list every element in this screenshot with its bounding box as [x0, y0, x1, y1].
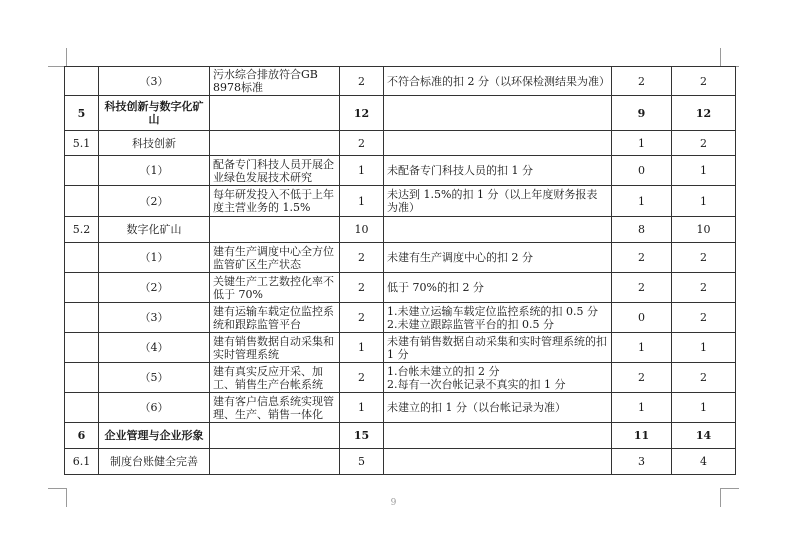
cell-rule: 1.未建立运输车载定位监控系统的扣 0.5 分 2.未建立跟踪监管平台的扣 0.5 分	[384, 303, 612, 333]
cell-score: 2	[612, 243, 672, 273]
table-row	[65, 273, 736, 303]
cell-number	[65, 363, 99, 393]
cell-item: 数字化矿山	[99, 217, 210, 243]
cell-points: 1	[340, 393, 384, 423]
cell-max: 1	[672, 333, 736, 363]
cell-points: 1	[340, 156, 384, 186]
cell-number: 5.2	[65, 217, 99, 243]
cell-points: 2	[340, 243, 384, 273]
table-row	[65, 423, 736, 449]
cell-description	[210, 217, 340, 243]
cell-item: （3）	[99, 303, 210, 333]
cell-points: 2	[340, 67, 384, 96]
cell-item: （6）	[99, 393, 210, 423]
cell-rule	[384, 217, 612, 243]
cell-description: 建有销售数据自动采集和实时管理系统	[210, 333, 340, 363]
cell-score: 1	[612, 186, 672, 217]
cell-points: 10	[340, 217, 384, 243]
cell-number: 6	[65, 423, 99, 449]
cell-item: （3）	[99, 67, 210, 96]
cell-item: 制度台账健全完善	[99, 449, 210, 475]
cell-number	[65, 243, 99, 273]
table-row	[65, 449, 736, 475]
cell-rule	[384, 449, 612, 475]
cell-points: 12	[340, 96, 384, 131]
cell-description	[210, 131, 340, 156]
cell-points: 5	[340, 449, 384, 475]
cell-number: 5	[65, 96, 99, 131]
cell-description: 建有运输车载定位监控系统和跟踪监管平台	[210, 303, 340, 333]
cell-number	[65, 393, 99, 423]
cell-item: （2）	[99, 186, 210, 217]
cell-description	[210, 449, 340, 475]
cell-number: 5.1	[65, 131, 99, 156]
table-row	[65, 156, 736, 186]
cell-item: （1）	[99, 156, 210, 186]
cell-item: 企业管理与企业形象	[99, 423, 210, 449]
cell-max: 1	[672, 186, 736, 217]
scoring-table	[64, 66, 736, 475]
cell-score: 1	[612, 131, 672, 156]
cell-description: 配备专门科技人员开展企业绿色发展技术研究	[210, 156, 340, 186]
cell-points: 2	[340, 131, 384, 156]
table-row	[65, 217, 736, 243]
table-row	[65, 243, 736, 273]
table-row	[65, 393, 736, 423]
cell-score: 1	[612, 393, 672, 423]
cell-rule: 未建有生产调度中心的扣 2 分	[384, 243, 612, 273]
cell-score: 11	[612, 423, 672, 449]
cell-max: 10	[672, 217, 736, 243]
cell-score: 0	[612, 156, 672, 186]
cell-score: 3	[612, 449, 672, 475]
cell-points: 2	[340, 273, 384, 303]
table-row	[65, 131, 736, 156]
cell-max: 2	[672, 273, 736, 303]
cell-score: 2	[612, 363, 672, 393]
crop-mark-top-left	[48, 48, 67, 67]
cell-item: （1）	[99, 243, 210, 273]
cell-number	[65, 333, 99, 363]
cell-description	[210, 423, 340, 449]
table-row	[65, 303, 736, 333]
cell-points: 15	[340, 423, 384, 449]
cell-item: （2）	[99, 273, 210, 303]
cell-description: 建有客户信息系统实现管理、生产、销售一体化	[210, 393, 340, 423]
cell-max: 14	[672, 423, 736, 449]
cell-points: 2	[340, 303, 384, 333]
table-row	[65, 333, 736, 363]
page-number: 9	[390, 498, 397, 508]
cell-max: 2	[672, 363, 736, 393]
cell-score: 2	[612, 67, 672, 96]
cell-description: 每年研发投入不低于上年度主营业务的 1.5%	[210, 186, 340, 217]
cell-rule	[384, 423, 612, 449]
table-row	[65, 96, 736, 131]
cell-score: 0	[612, 303, 672, 333]
cell-number	[65, 156, 99, 186]
table-row	[65, 186, 736, 217]
cell-max: 2	[672, 303, 736, 333]
cell-max: 12	[672, 96, 736, 131]
cell-rule: 未建立的扣 1 分（以台帐记录为准）	[384, 393, 612, 423]
cell-max: 1	[672, 156, 736, 186]
cell-number: 6.1	[65, 449, 99, 475]
cell-description: 建有生产调度中心全方位监管矿区生产状态	[210, 243, 340, 273]
cell-description: 建有真实反应开采、加工、销售生产台帐系统	[210, 363, 340, 393]
cell-number	[65, 303, 99, 333]
cell-number	[65, 67, 99, 96]
cell-rule	[384, 131, 612, 156]
cell-rule	[384, 96, 612, 131]
cell-max: 2	[672, 67, 736, 96]
cell-score: 1	[612, 333, 672, 363]
cell-number	[65, 273, 99, 303]
cell-score: 8	[612, 217, 672, 243]
table-row	[65, 363, 736, 393]
cell-rule: 未达到 1.5%的扣 1 分（以上年度财务报表为准）	[384, 186, 612, 217]
cell-description: 污水综合排放符合GB 8978标准	[210, 67, 340, 96]
cell-rule: 低于 70%的扣 2 分	[384, 273, 612, 303]
cell-score: 9	[612, 96, 672, 131]
cell-item: （4）	[99, 333, 210, 363]
cell-item: （5）	[99, 363, 210, 393]
cell-points: 1	[340, 333, 384, 363]
cell-points: 2	[340, 363, 384, 393]
crop-mark-top-right	[720, 48, 739, 67]
cell-item: 科技创新与数字化矿山	[99, 96, 210, 131]
cell-points: 1	[340, 186, 384, 217]
cell-rule: 1.台帐未建立的扣 2 分 2.每有一次台帐记录不真实的扣 1 分	[384, 363, 612, 393]
cell-description	[210, 96, 340, 131]
cell-rule: 不符合标准的扣 2 分（以环保检测结果为准）	[384, 67, 612, 96]
cell-description: 关键生产工艺数控化率不低于 70%	[210, 273, 340, 303]
cell-score: 2	[612, 273, 672, 303]
cell-max: 1	[672, 393, 736, 423]
cell-rule: 未配备专门科技人员的扣 1 分	[384, 156, 612, 186]
cell-item: 科技创新	[99, 131, 210, 156]
cell-max: 2	[672, 131, 736, 156]
cell-max: 4	[672, 449, 736, 475]
cell-number	[65, 186, 99, 217]
cell-rule: 未建有销售数据自动采集和实时管理系统的扣 1 分	[384, 333, 612, 363]
table-row	[65, 67, 736, 96]
cell-max: 2	[672, 243, 736, 273]
